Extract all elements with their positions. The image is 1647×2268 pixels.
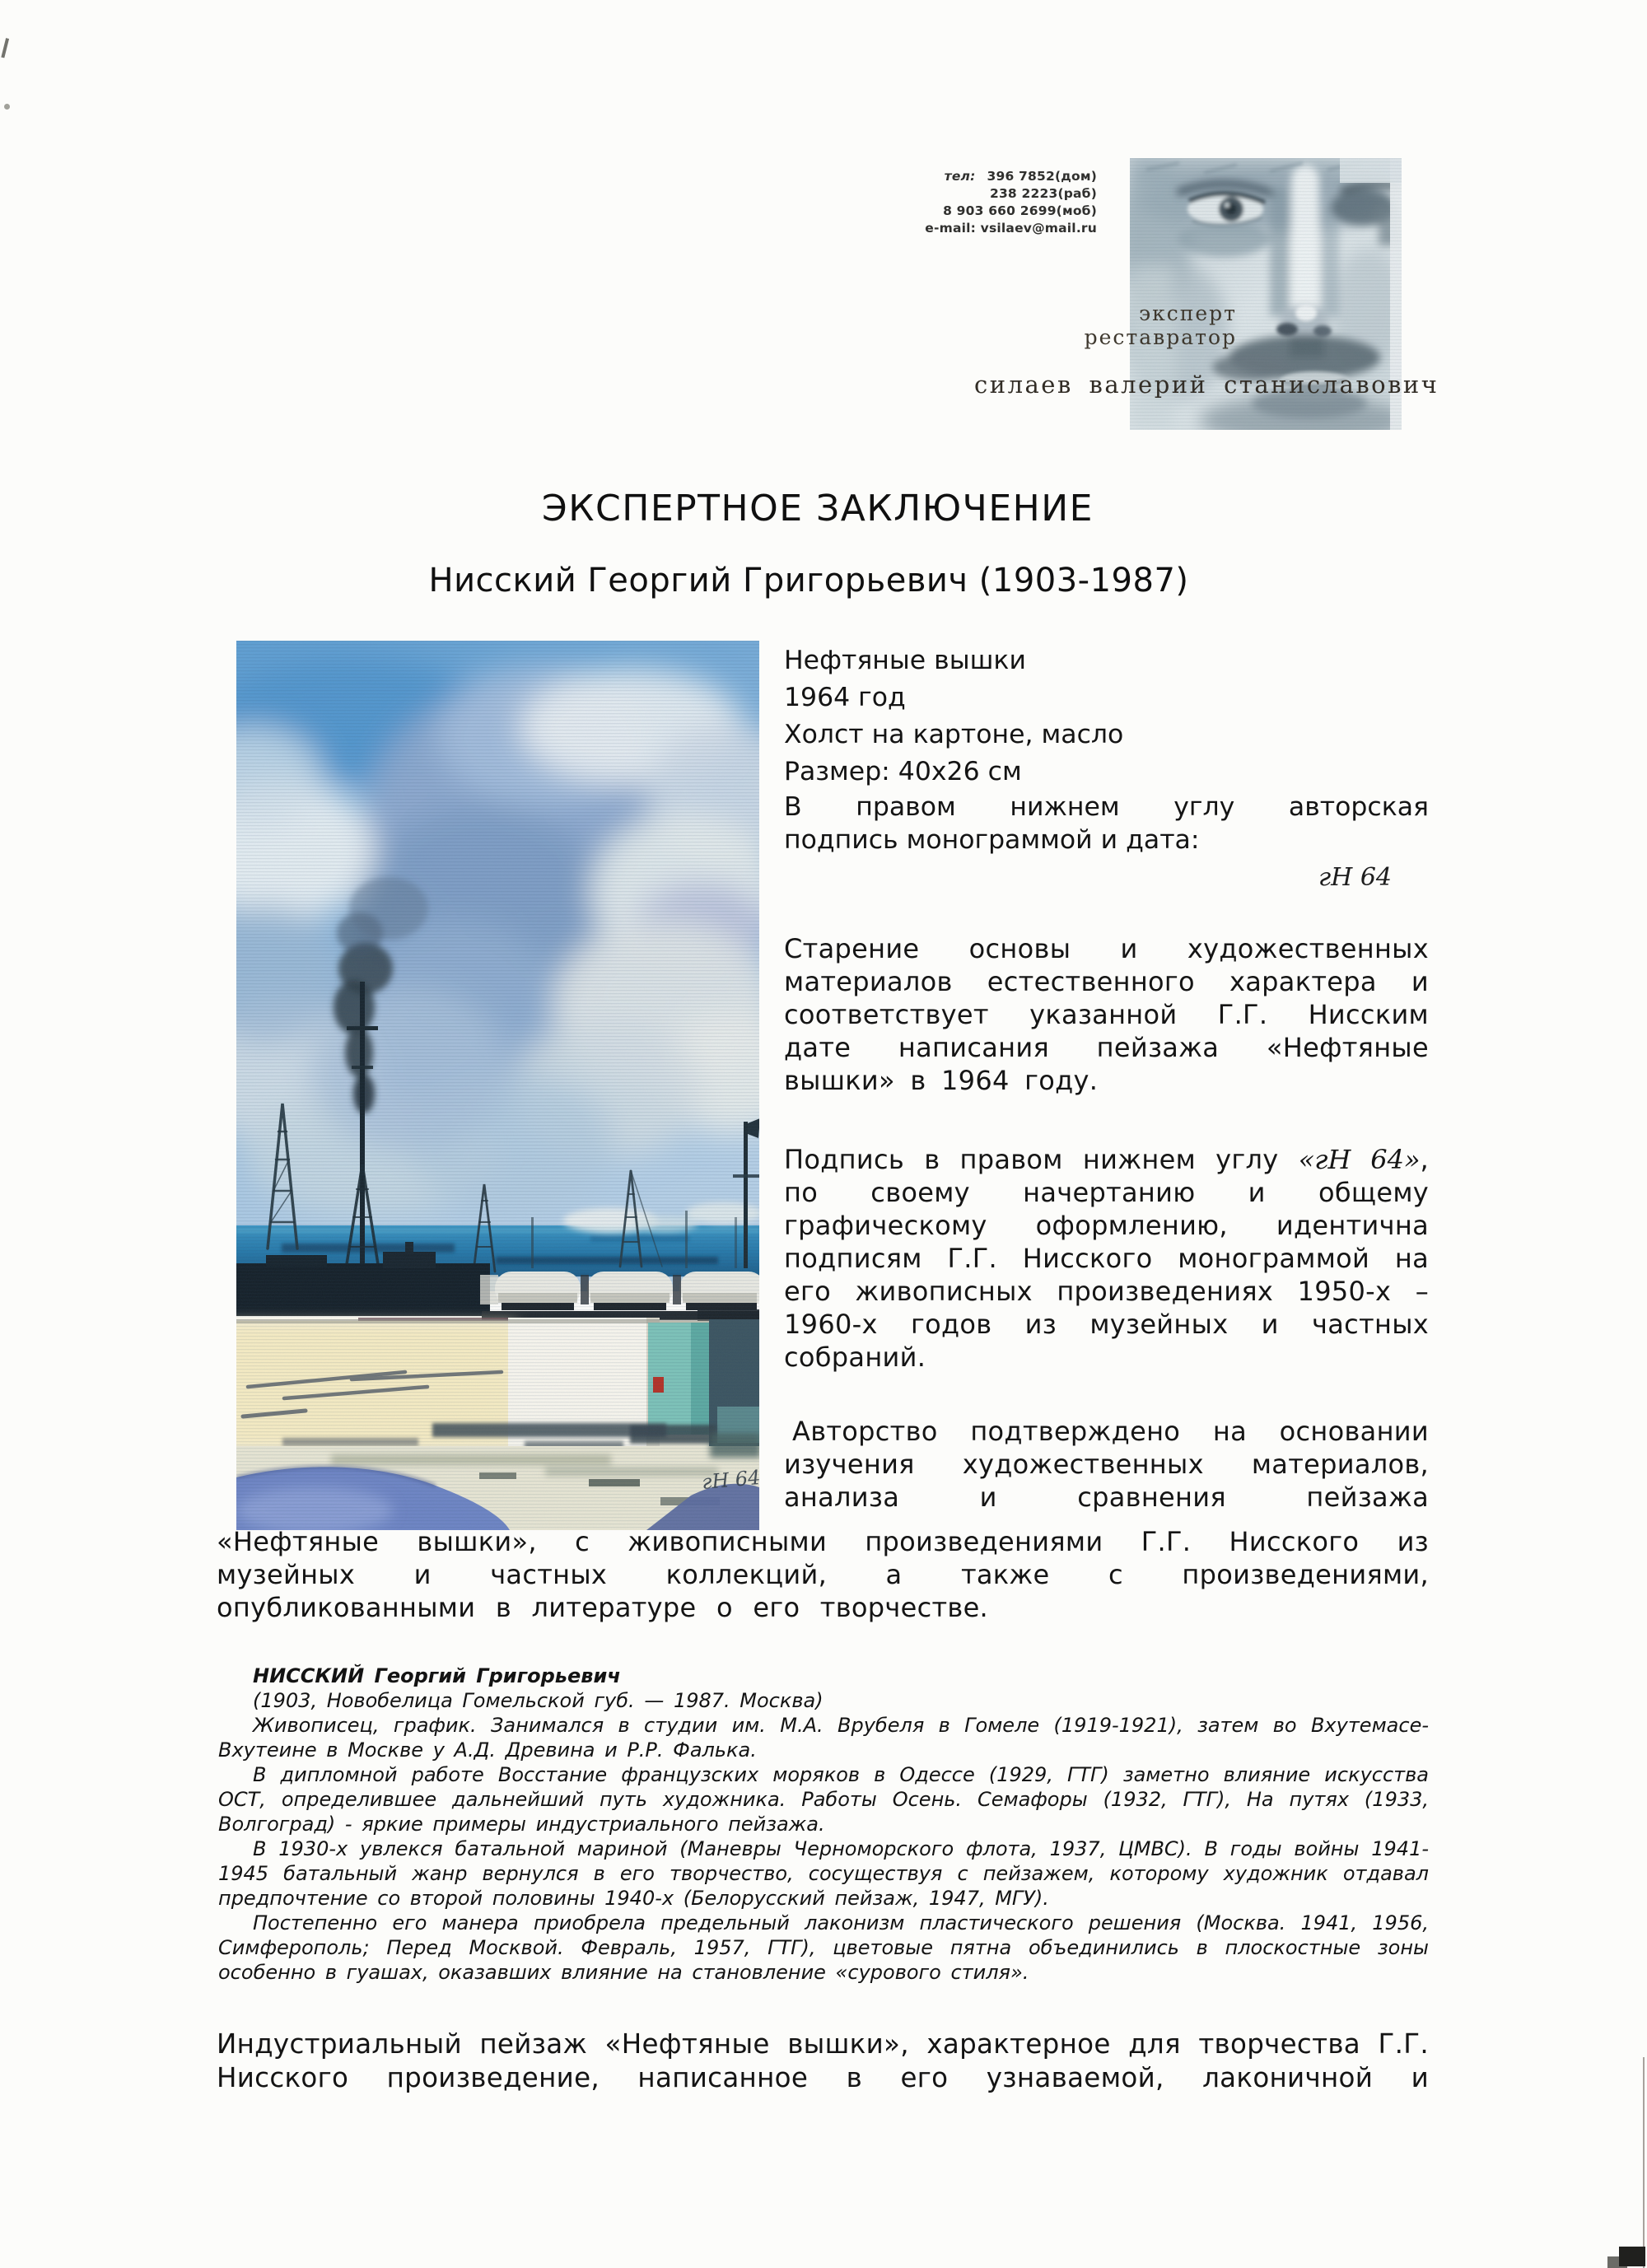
artwork-title: Нефтяные вышки <box>784 646 1026 675</box>
scan-artifact-corner <box>1619 2247 1645 2266</box>
bio-paragraph-3: В 1930-х увлекся батальной мариной (Маневры Черноморского флота, 1937, ЦМВС). В годы войны 1941-1945 батальный жанр вернулся в его творчество, сосуществуя с пейзажем, которому художник отдавал предпочтение со второй половины 1940-х (Белорусский пейзаж, 1947, МГУ). <box>218 1837 1429 1910</box>
bio-paragraph-2: В дипломной работе Восстание французских моряков в Одессе (1929, ГТГ) заметно влияние искусства ОСТ, определившее дальнейший путь художника. Работы Осень. Семафоры (1932, ГТГ), На путях (1933, Волгоград) - яркие примеры индустриального пейзажа. <box>218 1763 1429 1836</box>
contact-tel-label: тел: <box>944 169 976 184</box>
conclusion-paragraph: Индустриальный пейзаж «Нефтяные вышки», характерное для творчества Г.Г. Нисского произведение, написанное в его узнаваемой, лаконичной и <box>217 2028 1429 2093</box>
artwork-signature-note <box>784 791 1429 856</box>
scan-speck <box>4 104 10 110</box>
artwork-description-column <box>784 642 1429 1514</box>
painting-oil-derricks <box>236 641 759 1530</box>
paragraph-aging: Старение основы и художественных материалов естественного характера и соответствует указанной Г.Г. Нисским дате написания пейзажа «Нефтяные вышки» в 1964 году. <box>784 933 1429 1096</box>
signature-text-before: Подпись в правом нижнем углу <box>784 1144 1299 1175</box>
artwork-size: Размер: 40x26 см <box>784 757 1022 786</box>
signature-text-after: , по своему начертанию и общему графическому оформлению, идентична подписям Г.Г. Нисского монограммой на его живописных произведениях 1950-х – 1960-х годов из музейных и частных собраний. <box>784 1144 1430 1373</box>
artist-name-heading: Нисский Георгий Григорьевич (1903-1987) <box>428 562 1189 600</box>
artwork-medium: Холст на картоне, масло <box>784 720 1124 749</box>
document-title: ЭКСПЕРТНОЕ ЗАКЛЮЧЕНИЕ <box>542 488 1094 530</box>
artwork-year: 1964 год <box>784 683 906 712</box>
bio-artist-name: НИССКИЙ Георгий Григорьевич <box>253 1664 621 1687</box>
artist-monogram: гН 64 <box>1318 863 1392 892</box>
bio-paragraph-4: Постепенно его манера приобрела предельный лаконизм пластического решения (Москва. 1941, 1956, Симферополь; Перед Москвой. Февраль, 1957, ГТГ), цветовые пятна объединились в плоскостные зоны особенно в гуашах, оказавших влияние на становление «сурового стиля». <box>218 1911 1429 1984</box>
contact-phone-home: 396 7852(дом) <box>987 169 1097 184</box>
contact-email: e-mail: vsilaev@mail.ru <box>925 221 1097 236</box>
contact-block <box>925 168 1097 237</box>
contact-phone-home-line <box>925 168 1097 185</box>
paragraph-attribution-full: «Нефтяные вышки», с живописными произведениями Г.Г. Нисского из музейных и частных коллекций, а также с произведениями, опубликованными в литературе о его творчестве. <box>217 1526 1429 1623</box>
monogram-inline: «гН 64» <box>1298 1144 1421 1175</box>
contact-phone-mobile: 8 903 660 2699(моб) <box>943 203 1097 218</box>
paragraph-signature <box>784 1143 1429 1374</box>
expert-role-label: эксперт реставратор <box>1084 301 1237 349</box>
painting-image <box>236 641 759 1530</box>
bio-dates: (1903, Новобелица Гомельской губ. — 1987. Москва) <box>253 1689 824 1712</box>
signature-note-line2: подпись монограммой и дата: <box>784 825 1200 855</box>
biography-block <box>218 1664 1429 1985</box>
contact-phone-work: 238 2223(раб) <box>989 186 1097 201</box>
scan-artifact-line <box>1643 2057 1645 2268</box>
scan-speck <box>1 38 20 61</box>
bio-paragraph-1: Живописец, график. Занимался в студии им. М.А. Врубеля в Гомеле (1919-1921), затем во Вхутемасе-Вхутеине в Москве у А.Д. Древина и Р.Р. Фалька. <box>218 1714 1429 1762</box>
signature-note-line1: В правом нижнем углу авторская <box>784 792 1429 822</box>
paragraph-attribution-column: Авторство подтверждено на основании изучения художественных материалов, анализа и сравнения пейзажа <box>784 1416 1429 1513</box>
expert-name-label: силаев валерий станиславович <box>974 371 1439 399</box>
